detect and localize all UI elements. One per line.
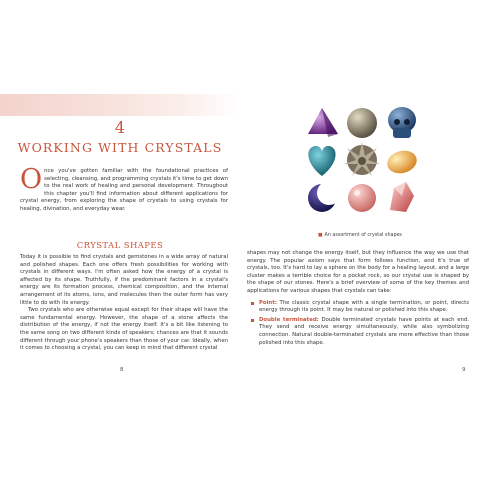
page-number-right: 9 [462, 367, 466, 373]
list-item-double-terminated: Double terminated: Double terminated crystals have points at each end. They send and receive energy simultaneously, while also symbolizing connection. Natural double-terminated crystals are more effective than those polished into this shape. [247, 317, 469, 347]
right-paragraph: shapes may not change the energy itself, but they influence the way we use that energy. The popular axiom says that form follows function, and it's true of crystals, too. It's hard to lay a sphere on the body for a healing layout, and a large cluster makes a terrible choice for a pocket rock, so our crystal use is shaped by the shape of our stones. Here's a brief overview of some of the key themes and applications for various shapes that crystals can take: [247, 250, 469, 294]
sphere-crystal-pink [348, 184, 376, 212]
shape-list [247, 300, 469, 348]
intro-paragraph [20, 164, 228, 214]
caption-bullet-icon: ■ [318, 233, 323, 238]
skull-crystal [388, 107, 416, 138]
crystal-shapes-photo [302, 104, 420, 216]
right-page-text [247, 250, 469, 349]
pyramid-crystal [308, 108, 338, 137]
square-bullet-icon [251, 302, 254, 305]
chapter-number: 4 [114, 118, 126, 137]
list-item-point: Point: The classic crystal shape with a single termination, or point, directs energy through its point. It may be natural or polished into this shape. [247, 300, 469, 315]
tumbled-stone-amber [385, 147, 420, 176]
sphere-crystal-gold [347, 108, 377, 138]
intro-text: nce you've gotten familiar with the foundational practices of selecting, cleansing, and programming crystals it's time to get down to the real work of healing and personal development. Throughout this chapter you'll find information about different applications for crystal energy, from exploring the shape of crystals to using crystals for healing, divination, and everyday wear. [20, 168, 228, 212]
square-bullet-icon [251, 319, 254, 322]
heart-crystal [308, 146, 335, 176]
section-heading: CRYSTAL SHAPES [76, 241, 164, 251]
drop-cap: O [20, 164, 43, 195]
paragraph-2: Two crystals who are otherwise equal except for their shape will have the same fundamental energy. However, the shape of a stone affects the distribution of the energy, if not the energy itself. It's a bit like listening to the same song on two different kinds of speakers; chances are that it sounds different through your phone's speakers than those of your car. Ideally, when it comes to choosing a crystal, you can keep in mind that different crystal [20, 307, 228, 352]
point-crystal [390, 182, 414, 212]
right-page [240, 94, 480, 386]
cluster-crystal [344, 142, 380, 176]
moon-crystal [308, 181, 341, 212]
photo-caption: ■ An assortment of crystal shapes [318, 233, 402, 238]
chapter-banner [0, 94, 240, 116]
left-page [0, 94, 240, 386]
page-number-left: 8 [120, 367, 124, 373]
book-spread [0, 94, 480, 386]
chapter-title: WORKING WITH CRYSTALS [17, 140, 223, 155]
paragraph-1: Today it is possible to find crystals and gemstones in a wide array of natural and polished shapes. Each one offers fresh possibilities for working with crystals in different ways. I'm often asked how the energy of a crystal is affected by its shape. Truthfully, if the predominant factors in a crystal's energy are its formation process, chemical composition, and the internal arrangement of its atoms, ions, and molecules then the outer form has very little to do with its energy. [20, 254, 228, 306]
crystal-shapes-text [20, 254, 228, 353]
